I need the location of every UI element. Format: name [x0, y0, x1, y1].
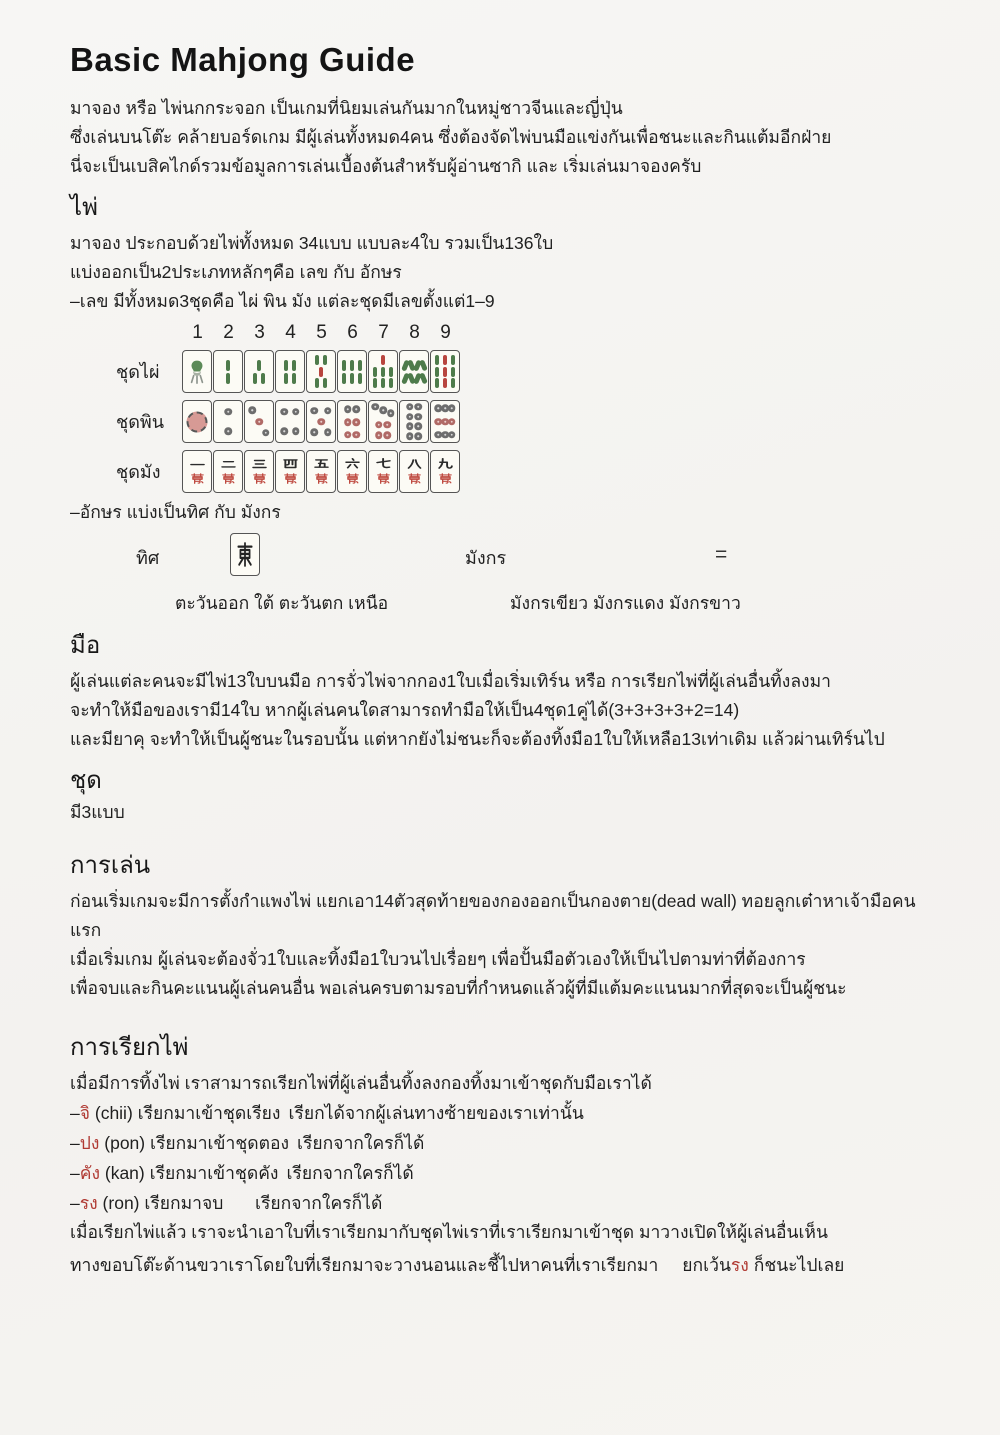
call-ron-condition: เรียกจากใครก็ได้ — [255, 1193, 383, 1213]
bamboo-face — [276, 351, 304, 392]
bamboo-stick — [226, 373, 231, 384]
dragons-label: มังกร — [465, 548, 507, 568]
call-line-ron — [70, 1188, 940, 1218]
circle-dot — [406, 403, 414, 411]
play-line-1: ก่อนเริ่มเกมจะมีการตั้งกำแพงไพ่ แยกเอา14ตัวสุดท้ายของกองออกเป็นกองตาย(dead wall) ทอยลูกเต๋าหาเจ้ามือคนแรก — [70, 891, 916, 940]
tail-call-word: รง — [730, 1255, 749, 1275]
bamboo-row — [214, 360, 242, 371]
circle-dot — [406, 413, 414, 421]
mahjong-tile-sou1 — [182, 350, 212, 393]
call-line-chii — [70, 1098, 940, 1128]
circle-dot — [344, 405, 352, 413]
bamboo-row — [369, 378, 397, 388]
mahjong-tile-pin5 — [306, 400, 336, 443]
circle-dot — [384, 432, 392, 440]
circle-dot — [379, 406, 387, 414]
bamboo-stick — [323, 378, 328, 388]
call-pon-condition: เรียกจากใครก็ได้ — [297, 1133, 425, 1153]
mahjong-tile-sou9 — [430, 350, 460, 393]
mahjong-tile-pin4 — [275, 400, 305, 443]
circle-dot — [448, 405, 456, 413]
bamboo-row — [338, 360, 366, 371]
bamboo-stick — [443, 367, 448, 377]
suit-row-label: ชุดพิน — [116, 412, 165, 432]
circle-face — [214, 401, 242, 442]
character-face — [312, 451, 331, 492]
circle-dot — [187, 411, 208, 432]
sets-subheading: มี3แบบ — [70, 802, 125, 822]
circle-dot — [344, 431, 352, 439]
bamboo-row — [214, 373, 242, 384]
circle-dot — [375, 421, 383, 429]
bamboo-stick — [342, 373, 347, 384]
letters-line: –อักษร แบ่งเป็นทิศ กับ มังกร — [70, 502, 281, 522]
call-chii-left — [70, 1098, 288, 1128]
tile-number-8: 8 — [409, 322, 420, 343]
dragons-caption: มังกรเขียว มังกรแดง มังกรขาว — [510, 593, 741, 613]
bamboo-row — [431, 378, 459, 388]
bamboo-row — [431, 355, 459, 365]
bamboo-stick — [443, 355, 448, 365]
character-face — [436, 451, 455, 492]
tile-number-9: 9 — [440, 322, 451, 343]
circle-face — [400, 401, 428, 442]
call-chii-condition: เรียกได้จากผู้เล่นทางซ้ายของเราเท่านั้น — [288, 1103, 584, 1123]
bamboo-stick — [358, 360, 363, 371]
circle-face — [245, 401, 273, 442]
suit-row-tiles — [182, 350, 460, 393]
bamboo-stick — [435, 367, 440, 377]
circle-dot — [375, 432, 383, 440]
equals-sign: = — [715, 543, 728, 566]
call-line-kan — [70, 1158, 940, 1188]
circle-dot — [371, 403, 379, 411]
bamboo-face — [214, 351, 242, 392]
bamboo-row — [245, 360, 273, 371]
winds-label: ทิศ — [136, 548, 160, 568]
bamboo-row — [307, 355, 335, 365]
call-kan-detail: (kan) เรียกมาเข้าชุดคัง — [100, 1163, 279, 1183]
call-kan-left — [70, 1158, 286, 1188]
circle-face — [183, 401, 211, 442]
circle-dot — [317, 418, 325, 426]
tiles-line-1: มาจอง ประกอบด้วยไพ่ทั้งหมด 34แบบ แบบละ4ใบ รวมเป็น136ใบ — [70, 233, 554, 253]
dash: – — [70, 1193, 80, 1213]
tiles-number-line: –เลข มีทั้งหมด3ชุดคือ ไผ่ พิน มัง แต่ละชุดมีเลขตั้งแต่1–9 — [70, 291, 495, 311]
call-pon-detail: (pon) เรียกมาเข้าชุดตอง — [99, 1133, 289, 1153]
mahjong-tile-man9 — [430, 450, 460, 493]
bamboo-stick — [389, 378, 394, 388]
bamboo-stick — [451, 378, 456, 388]
winds-caption: ตะวันออก ใต้ ตะวันตก เหนือ — [175, 593, 389, 613]
suit-row-tiles — [182, 450, 460, 493]
bamboo-stick — [389, 367, 394, 377]
tail-pre: ยกเว้น — [682, 1255, 731, 1275]
bamboo-row — [276, 360, 304, 371]
circle-dot — [448, 418, 456, 426]
bamboo-stick — [292, 373, 297, 384]
circle-dot — [415, 423, 423, 431]
mahjong-tile-pin2 — [213, 400, 243, 443]
circle-dot — [353, 405, 361, 413]
circle-dot — [311, 407, 319, 415]
circle-face — [307, 401, 335, 442]
bamboo-stick — [342, 360, 347, 371]
mahjong-tile-sou6 — [337, 350, 367, 393]
calls-outro-1: เมื่อเรียกไพ่แล้ว เราจะนำเอาใบที่เราเรียกมากับชุดไพ่เราที่เราเรียกมาเข้าชุด มาวางเปิดให้ผู้เล่นอื่นเห็น — [70, 1222, 828, 1242]
call-ron-detail: (ron) เรียกมาจบ — [97, 1193, 224, 1213]
mahjong-tile-man1 — [182, 450, 212, 493]
mahjong-tile-sou5 — [306, 350, 336, 393]
mahjong-tile-man8 — [399, 450, 429, 493]
page-title: Basic Mahjong Guide — [70, 41, 416, 78]
bamboo-face — [245, 351, 273, 392]
tile-number-6: 6 — [347, 322, 358, 343]
circle-face — [369, 401, 397, 442]
bamboo-row — [245, 373, 273, 384]
mahjong-tile-man2 — [213, 450, 243, 493]
call-pon-left — [70, 1128, 297, 1158]
character-face — [219, 451, 238, 492]
suit-row-tiles — [182, 400, 460, 443]
bamboo-row — [307, 367, 335, 377]
tile-number-7: 7 — [378, 322, 389, 343]
circle-dot — [353, 431, 361, 439]
bamboo-stick — [323, 355, 328, 365]
bamboo-face — [431, 351, 459, 392]
circle-dot — [249, 406, 257, 414]
bamboo-row — [400, 360, 428, 371]
circle-dot — [415, 433, 423, 441]
call-chii-name: จิ — [79, 1103, 90, 1123]
play-line-2: เมื่อเริ่มเกม ผู้เล่นจะต้องจั่ว1ใบและทิ้งมือ1ใบวนไปเรื่อยๆ เพื่อปั้นมือตัวเองให้เป็นไปตามท่าที่ต้องการ — [70, 949, 806, 969]
bamboo-face — [307, 351, 335, 392]
intro-line-1: มาจอง หรือ ไพ่นกกระจอก เป็นเกมที่นิยมเล่นกันมากในหมู่ชาวจีนและญี่ปุ่น — [70, 98, 623, 118]
tile-number-2: 2 — [223, 322, 234, 343]
bamboo-stick — [358, 373, 363, 384]
bamboo-stick — [435, 378, 440, 388]
bamboo-face — [338, 351, 366, 392]
hand-line-3: และมียาคุ จะทำให้เป็นผู้ชนะในรอบนั้น แต่หากยังไม่ชนะก็จะต้องทิ้งมือ1ใบให้เหลือ13เท่าเดิม แล้วผ่านเทิร์นไป — [70, 729, 885, 749]
bamboo-row — [276, 373, 304, 384]
dash: – — [70, 1103, 80, 1123]
bamboo-stick — [435, 355, 440, 365]
call-line-pon — [70, 1128, 940, 1158]
circle-face — [431, 401, 459, 442]
intro-line-2: ซึ่งเล่นบนโต๊ะ คล้ายบอร์ดเกม มีผู้เล่นทั้งหมด4คน ซึ่งต้องจัดไพ่บนมือแข่งกันเพื่อชนะและกินแต้มอีกฝ่าย — [70, 127, 832, 147]
mahjong-tile-man7 — [368, 450, 398, 493]
bamboo-stick — [350, 373, 355, 384]
mahjong-tile-sou7 — [368, 350, 398, 393]
play-line-3: เพื่อจบและกินคะแนนผู้เล่นคนอื่น พอเล่นครบตามรอบที่กำหนดแล้วผู้ที่มีแต้มคะแนนมากที่สุดจะเป็นผู้ชนะ — [70, 978, 847, 998]
character-face — [343, 451, 362, 492]
circle-dot — [415, 403, 423, 411]
bamboo-stick — [451, 355, 456, 365]
character-face — [188, 451, 207, 492]
tiles-line-2: แบ่งออกเป็น2ประเภทหลักๆคือ เลข กับ อักษร — [70, 262, 402, 282]
mahjong-tile-pin7 — [368, 400, 398, 443]
character-face — [281, 451, 300, 492]
circle-dot — [324, 428, 332, 436]
call-chii-detail: (chii) เรียกมาเข้าชุดเรียง — [90, 1103, 281, 1123]
mahjong-tile-sou3 — [244, 350, 274, 393]
circle-dot — [224, 408, 232, 416]
character-face — [405, 451, 424, 492]
circle-dot — [262, 429, 270, 437]
mahjong-tile-man5 — [306, 450, 336, 493]
section-heading-hand: มือ — [70, 632, 101, 659]
mahjong-tile-pin3 — [244, 400, 274, 443]
circle-face — [276, 401, 304, 442]
bamboo-stick — [373, 367, 378, 377]
bamboo-row — [431, 367, 459, 377]
circle-dot — [387, 410, 395, 418]
mahjong-tile-man4 — [275, 450, 305, 493]
tile-number-5: 5 — [316, 322, 327, 343]
circle-dot — [311, 428, 319, 436]
honor-captions — [70, 589, 940, 619]
suit-row-1 — [70, 398, 940, 445]
intro-line-3: นี่จะเป็นเบสิคไกด์รวมข้อมูลการเล่นเบื้องต้นสำหรับผู้อ่านซากิ และ เริ่มเล่นมาจองครับ — [70, 156, 702, 176]
mahjong-tile-pin9 — [430, 400, 460, 443]
circle-dot — [292, 428, 300, 436]
circle-dot — [224, 428, 232, 436]
hand-line-2: จะทำให้มือของเรามี14ใบ หากผู้เล่นคนใดสามารถทำมือให้เป็น4ชุด1คู่ได้(3+3+3+3+2=14) — [70, 700, 740, 720]
bamboo-stick — [419, 359, 427, 371]
bamboo-face — [369, 351, 397, 392]
bamboo-face — [400, 351, 428, 392]
circle-dot — [344, 419, 352, 427]
section-heading-tiles: ไพ่ — [70, 194, 98, 221]
honor-tiles-row — [70, 533, 940, 581]
bamboo-stick — [315, 355, 320, 365]
circle-dot — [384, 421, 392, 429]
section-heading-sets: ชุด — [70, 767, 102, 794]
call-ron-name: รง — [79, 1193, 98, 1213]
circle-dot — [406, 433, 414, 441]
tile-number-3: 3 — [254, 322, 265, 343]
mahjong-tile-sou4 — [275, 350, 305, 393]
circle-dot — [353, 419, 361, 427]
bamboo-row — [400, 373, 428, 384]
mahjong-tile-man6 — [337, 450, 367, 493]
circle-face — [338, 401, 366, 442]
bamboo-row — [369, 355, 397, 365]
calls-outro-row — [70, 1251, 940, 1279]
circle-dot — [448, 431, 456, 439]
bamboo-stick — [226, 360, 231, 371]
bamboo-stick — [284, 360, 289, 371]
tail-post: ก็ชนะไปเลย — [748, 1255, 845, 1275]
mahjong-tile-pin6 — [337, 400, 367, 443]
tile-number-header-row — [182, 322, 940, 348]
circle-dot — [415, 413, 423, 421]
tile-number-4: 4 — [285, 322, 296, 343]
bamboo-stick — [292, 360, 297, 371]
bamboo-stick — [257, 360, 262, 371]
mahjong-tile-pin1 — [182, 400, 212, 443]
suit-row-2 — [70, 448, 940, 495]
call-pon-name: ปง — [79, 1133, 100, 1153]
circle-dot — [281, 408, 289, 416]
bamboo-stick — [381, 367, 386, 377]
bamboo-stick — [261, 373, 266, 384]
bamboo-stick — [253, 373, 258, 384]
calls-tail — [682, 1251, 844, 1279]
bamboo-stick — [319, 367, 324, 377]
bamboo-stick — [284, 373, 289, 384]
mahjong-tile-pin8 — [399, 400, 429, 443]
bamboo-stick — [373, 378, 378, 388]
bamboo-stick — [315, 378, 320, 388]
bamboo-stick — [451, 367, 456, 377]
dash: – — [70, 1133, 80, 1153]
circle-dot — [292, 408, 300, 416]
bamboo-stick — [381, 355, 386, 365]
call-kan-condition: เรียกจากใครก็ได้ — [286, 1163, 414, 1183]
bamboo-row — [338, 373, 366, 384]
mahjong-tile-east — [230, 533, 260, 576]
circle-dot — [324, 407, 332, 415]
mahjong-tile-sou2 — [213, 350, 243, 393]
hand-line-1: ผู้เล่นแต่ละคนจะมีไพ่13ใบบนมือ การจั่วไพ่จากกอง1ใบเมื่อเริ่มเทิร์น หรือ การเรียกไพ่ที่ผู้เล่นอื่นทิ้งลงมา — [70, 671, 831, 691]
call-kan-name: คัง — [79, 1163, 100, 1183]
bamboo-stick — [443, 378, 448, 388]
calls-intro: เมื่อมีการทิ้งไพ่ เราสามารถเรียกไพ่ที่ผู้เล่นอื่นทิ้งลงกองทิ้งมาเข้าชุดกับมือเราได้ — [70, 1073, 652, 1093]
wind-tiles — [230, 533, 260, 576]
bamboo-stick — [381, 378, 386, 388]
calls-outro-2: ทางขอบโต๊ะด้านขวาเราโดยใบที่เรียกมาจะวางนอนและชี้ไปหาคนที่เราเรียกมา — [70, 1255, 659, 1275]
tile-number-1: 1 — [192, 322, 203, 343]
character-face — [250, 451, 269, 492]
bamboo-row — [307, 378, 335, 388]
suit-row-0 — [70, 348, 940, 395]
circle-dot — [281, 428, 289, 436]
section-heading-play: การเล่น — [70, 852, 151, 879]
mahjong-tile-sou8 — [399, 350, 429, 393]
mahjong-tile-man3 — [244, 450, 274, 493]
suit-row-label: ชุดไผ่ — [116, 362, 160, 382]
section-heading-calls: การเรียกไพ่ — [70, 1034, 189, 1061]
suit-row-label: ชุดมัง — [116, 462, 161, 482]
circle-dot — [406, 423, 414, 431]
dash: – — [70, 1163, 80, 1183]
circle-dot — [255, 418, 263, 426]
bamboo-stick — [419, 372, 427, 384]
suit-rows — [70, 348, 940, 495]
bamboo-row — [369, 367, 397, 377]
character-face — [374, 451, 393, 492]
bamboo-stick — [350, 360, 355, 371]
call-ron-left — [70, 1188, 255, 1218]
